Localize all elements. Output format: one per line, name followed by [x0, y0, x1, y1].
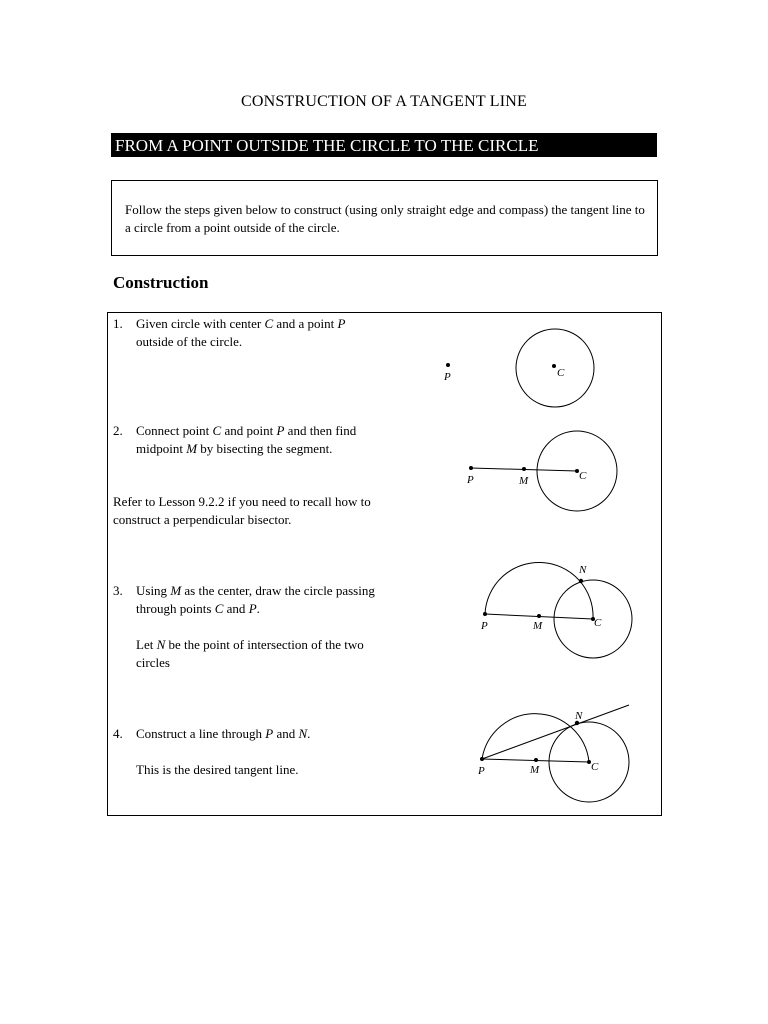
label-p: P — [481, 620, 488, 632]
intro-text: Follow the steps given below to construct (using only straight edge and compass) the tangent line to a circle from a point outside of the circle. — [125, 202, 645, 235]
page-title: CONSTRUCTION OF A TANGENT LINE — [241, 93, 527, 110]
step-4: 4. Construct a line through P and N. This is the desired tangent line. — [113, 726, 311, 777]
step-number: 1. — [113, 316, 123, 331]
step-3: 3. Using M as the center, draw the circle passing through points C and P. Let N be the point of intersection of the two circles — [113, 583, 375, 670]
label-c: C — [594, 617, 602, 629]
label-c: C — [579, 470, 587, 482]
label-p: P — [467, 474, 474, 486]
figure-2 — [466, 431, 617, 511]
step-1: 1. Given circle with center C and a point P outside of the circle. — [113, 316, 346, 349]
section-banner: FROM A POINT OUTSIDE THE CIRCLE TO THE CIRCLE — [111, 133, 657, 157]
label-p: P — [478, 765, 485, 777]
label-n: N — [575, 710, 583, 722]
step-number: 4. — [113, 726, 123, 741]
label-c: C — [591, 761, 599, 773]
label-c: C — [557, 367, 565, 379]
lesson-reference-note: Refer to Lesson 9.2.2 if you need to recall how to construct a perpendicular bisector. — [113, 494, 371, 527]
step-number: 2. — [113, 423, 123, 438]
construction-figures — [108, 313, 661, 815]
point-p — [446, 363, 450, 367]
label-n: N — [579, 564, 587, 576]
point-m — [537, 614, 541, 618]
point-c — [552, 364, 556, 368]
point-p — [483, 612, 487, 616]
figure-3 — [480, 562, 632, 658]
figure-4 — [477, 705, 629, 802]
label-m: M — [530, 764, 540, 776]
step-2: 2. Connect point C and point P and then find midpoint M by bisecting the segment. — [113, 423, 357, 456]
construction-panel — [107, 312, 662, 816]
label-p: P — [444, 371, 451, 383]
point-n — [579, 579, 583, 583]
label-m: M — [519, 475, 529, 487]
label-m: M — [533, 620, 543, 632]
point-m — [522, 467, 526, 471]
point-p — [480, 757, 484, 761]
step-number: 3. — [113, 583, 123, 598]
intro-box — [111, 180, 658, 256]
construction-heading: Construction — [113, 273, 209, 292]
point-m — [534, 758, 538, 762]
point-p — [469, 466, 473, 470]
figure-1 — [443, 329, 594, 407]
